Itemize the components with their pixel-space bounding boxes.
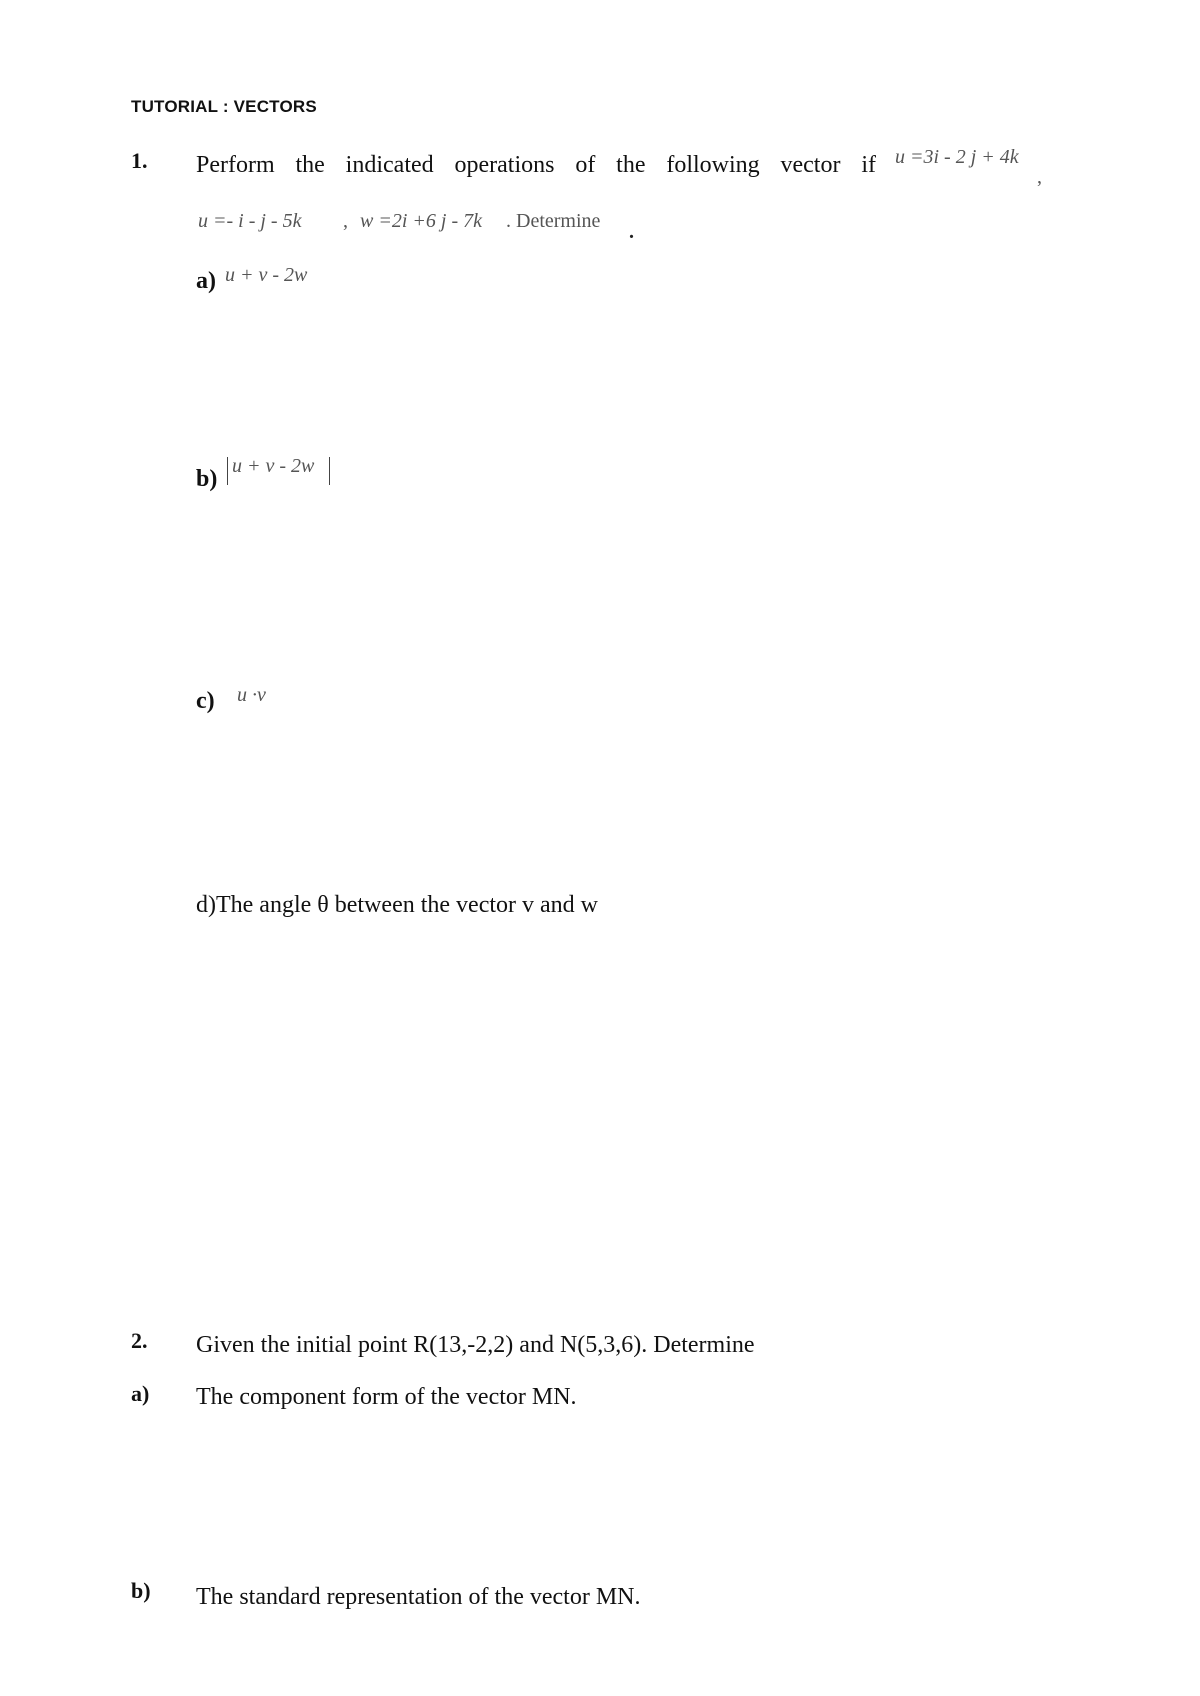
question-1-number: 1. [131, 148, 148, 173]
abs-bar-right [329, 457, 330, 485]
question-2-text: Given the initial point R(13,-2,2) and N(5,3,6). Determine [196, 1332, 755, 1358]
part-a-expression: u + v - 2w [225, 264, 308, 286]
abs-bar-left [227, 457, 228, 485]
part-d-text: d)The angle θ between the vector v and w [196, 892, 598, 918]
intro-word: following [666, 152, 760, 178]
question-2b-text: The standard representation of the vector MN. [196, 1584, 641, 1610]
part-c-expression: u ·v [237, 684, 266, 706]
part-a-label: a) [196, 268, 216, 294]
intro-word: Perform [196, 152, 275, 178]
intro-word: if [861, 152, 876, 178]
vector-w-definition: w =2i +6 j - 7k [360, 210, 482, 232]
intro-word: the [616, 152, 646, 178]
intro-word: of [575, 152, 596, 178]
determine-text: . Determine [506, 210, 601, 232]
question-2a-label: a) [131, 1381, 150, 1406]
intro-word: vector [780, 152, 841, 178]
part-c-label: c) [196, 688, 215, 714]
part-b-label: b) [196, 466, 218, 492]
intro-word: indicated [345, 152, 434, 178]
vector-u-definition: u =3i - 2 j + 4k [895, 146, 1019, 168]
separator-comma: , [343, 210, 348, 232]
part-b-expression: u + v - 2w [232, 455, 315, 477]
question-1-intro [196, 152, 876, 179]
page-title: TUTORIAL : VECTORS [131, 97, 317, 116]
dot-mark: . [629, 221, 634, 243]
question-2-number: 2. [131, 1328, 148, 1353]
comma: , [1037, 166, 1042, 188]
question-2b-label: b) [131, 1578, 151, 1603]
intro-word: operations [454, 152, 555, 178]
question-2a-text: The component form of the vector MN. [196, 1384, 577, 1410]
vector-v-definition: u =- i - j - 5k [198, 210, 302, 232]
intro-word: the [295, 152, 325, 178]
